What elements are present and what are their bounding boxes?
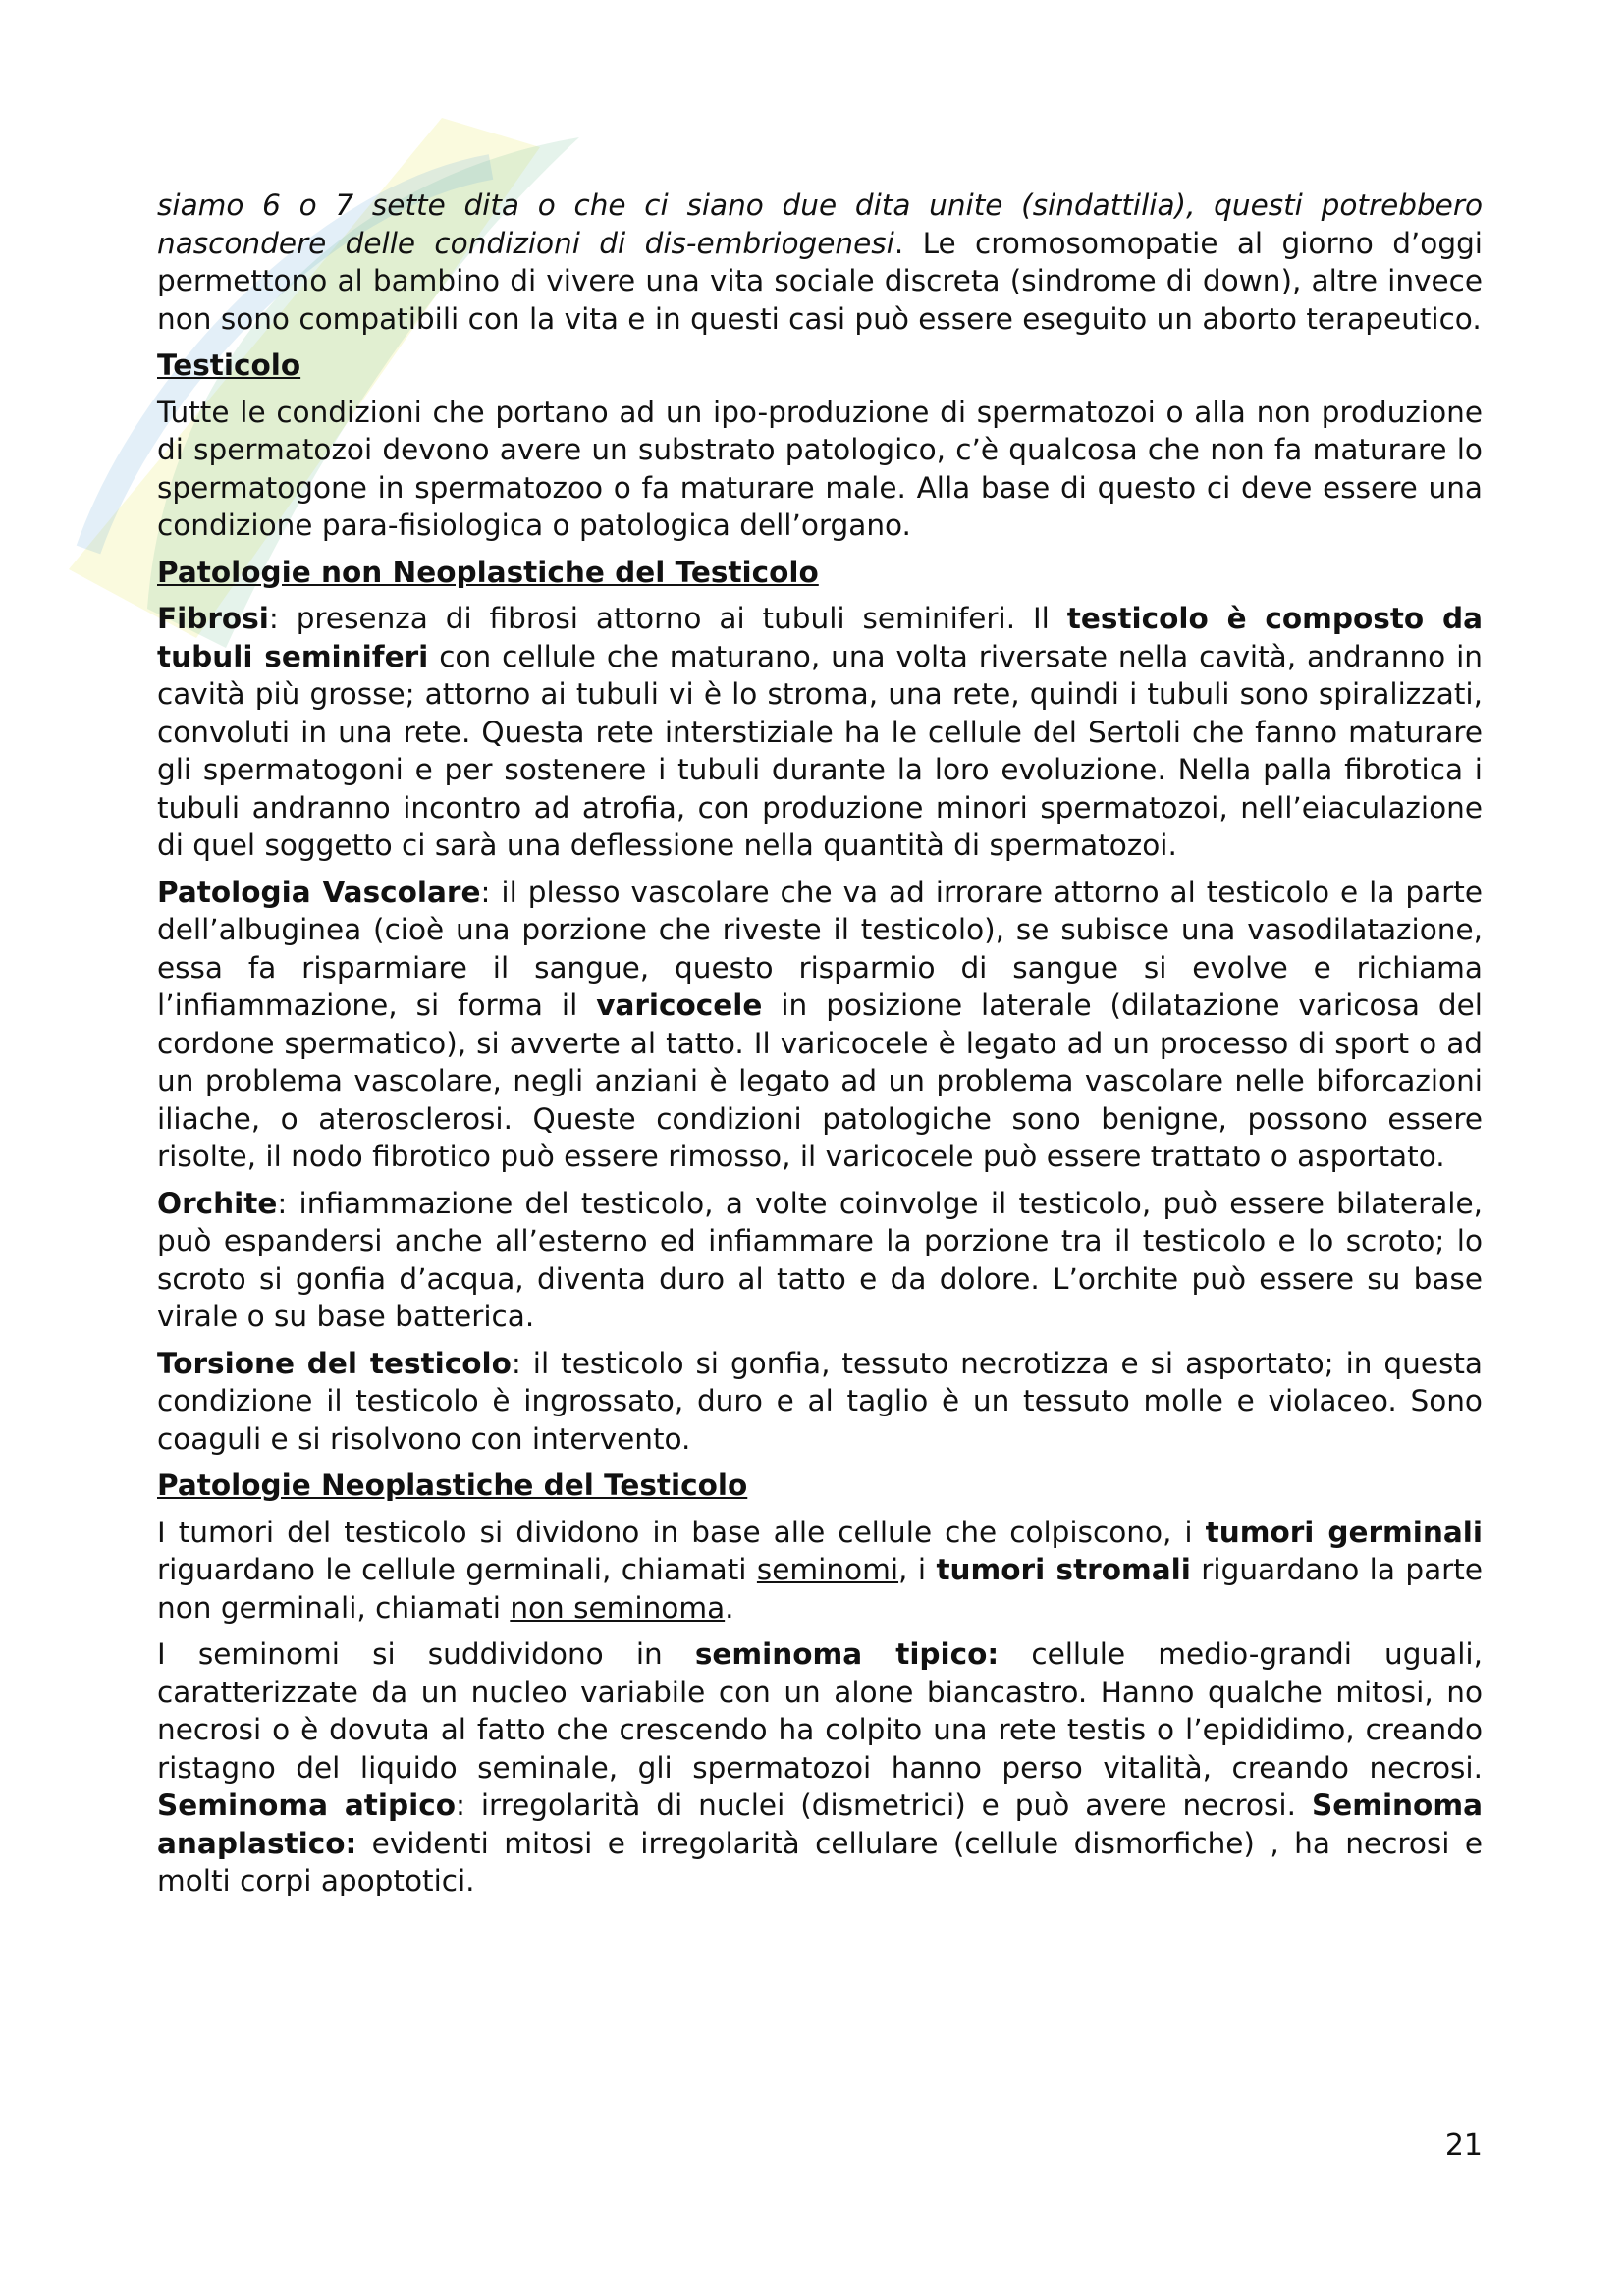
italic-text: siamo 6 o 7 sette dita o che ci siano due dita unite (sindattilia), questi potrebbero nascondere delle condizioni di dis-embriogenesi <box>157 188 1483 260</box>
heading-patologie-neoplastiche: Patologie Neoplastiche del Testicolo <box>157 1468 748 1502</box>
page-number: 21 <box>1444 2128 1483 2163</box>
document-body <box>157 187 1483 1909</box>
paragraph-tumori: I tumori del testicolo si dividono in base alle cellule che colpiscono, i tumori germinali riguardano le cellule germinali, chiamati seminomi, i tumori stromali riguardano la parte non germinali, chiamati non seminoma. <box>157 1515 1483 1625</box>
paragraph-patologia-vascolare: Patologia Vascolare: il plesso vascolare che va ad irrorare attorno al testicolo e la parte dell’albuginea (cioè una porzione che riveste il testicolo), se subisce una vasodilatazione, essa fa risparmiare il sangue, questo risparmio di sangue si evolve e richiama l’infiammazione, si forma il varicocele in posizione laterale (dilatazione varicosa del cordone spermatico), si avverte al tatto. Il varicocele è legato ad un processo di sport o ad un problema vascolare, negli anziani è legato ad un problema vascolare nelle biforcazioni iliache, o aterosclerosi. Queste condizioni patologiche sono benigne, possono essere risolte, il nodo fibrotico può essere rimosso, il varicocele può essere trattato o asportato. <box>157 875 1484 1173</box>
paragraph-dita: siamo 6 o 7 sette dita o che ci siano due dita unite (sindattilia), questi potrebbero nascondere delle condizioni di dis-embriogenesi. Le cromosomopatie al giorno d’oggi permettono al bambino di vivere una vita sociale discreta (sindrome di down), altre invece non sono compatibili con la vita e in questi casi può essere eseguito un aborto terapeutico. <box>157 188 1483 336</box>
paragraph-torsione: Torsione del testicolo: il testicolo si gonfia, tessuto necrotizza e si asportato; in questa condizione il testicolo è ingrossato, duro e al taglio è un tessuto molle e violaceo. Sono coaguli e si risolvono con intervento. <box>157 1346 1483 1456</box>
heading-testicolo: Testicolo <box>157 348 301 382</box>
paragraph-fibrosi: Fibrosi: presenza di fibrosi attorno ai tubuli seminiferi. Il testicolo è composto da tubuli seminiferi con cellule che maturano, una volta riversate nella cavità, andranno in cavità più grosse; attorno ai tubuli vi è lo stroma, una rete, quindi i tubuli sono spiralizzati, convoluti in una rete. Questa rete interstiziale ha le cellule del Sertoli che fanno maturare gli spermatogoni e per sostenere i tubuli durante la loro evoluzione. Nella palla fibrotica i tubuli andranno incontro ad atrofia, con produzione minori spermatozoi, nell’eiaculazione di quel soggetto ci sarà una deflessione nella quantità di spermatozoi. <box>157 602 1483 862</box>
term-fibrosi: Fibrosi <box>157 602 269 635</box>
paragraph-seminomi: I seminomi si suddividono in seminoma tipico: cellule medio-grandi uguali, caratterizzate da un nucleo variabile con un alone biancastro. Hanno qualche mitosi, no necrosi o è dovuta al fatto che crescendo ha colpito una rete testis o l’epididimo, creando ristagno del liquido seminale, gli spermatozoi hanno perso vitalità, creando necrosi. Seminoma atipico: irregolarità di nuclei (dismetrici) e può avere necrosi. Seminoma anaplastico: evidenti mitosi e irregolarità cellulare (cellule dismorfiche) , ha necrosi e molti corpi apoptotici. <box>157 1637 1483 1897</box>
paragraph-orchite: Orchite: infiammazione del testicolo, a volte coinvolge il testicolo, può essere bilaterale, può espandersi anche all’esterno ed infiammare la porzione tra il testicolo e lo scroto; lo scroto si gonfia d’acqua, diventa duro al tatto e da dolore. L’orchite può essere su base virale o su base batterica. <box>157 1186 1483 1333</box>
term-patologia-vascolare: Patologia Vascolare <box>157 875 481 909</box>
term-orchite: Orchite <box>157 1186 278 1220</box>
heading-patologie-non-neoplastiche: Patologie non Neoplastiche del Testicolo <box>157 555 819 589</box>
paragraph-testicolo: Tutte le condizioni che portano ad un ipo-produzione di spermatozoi o alla non produzione di spermatozoi devono avere un substrato patologico, c’è qualcosa che non fa maturare lo spermatogone in spermatozoo o fa maturare male. Alla base di questo ci deve essere una condizione para-fisiologica o patologica dell’organo. <box>157 395 1483 542</box>
term-torsione: Torsione del testicolo <box>157 1346 512 1380</box>
